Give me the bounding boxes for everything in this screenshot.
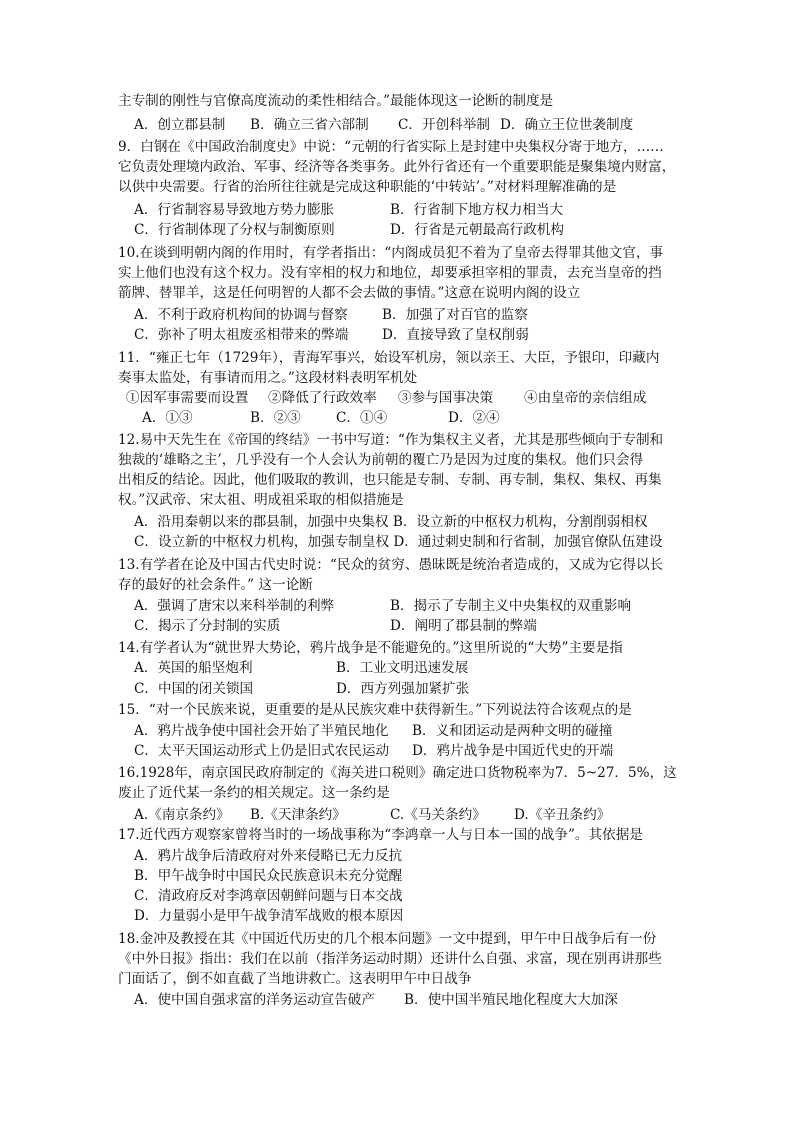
q12-stem-line-4: 权。”汉武帝、宋太祖、明成祖采取的相似措施是 (118, 492, 404, 508)
q11-option-d[interactable]: D．②④ (448, 410, 500, 426)
q16-stem-line-2: 废止了近代某一条约的相关规定。这一条约是 (118, 785, 390, 801)
q15-stem-line-1: 15．“对一个民族来说，更重要的是从民族灾难中获得新生。”下列说法符合该观点的是 (118, 702, 632, 718)
q11-item-4: ④由皇帝的亲信组成 (524, 390, 647, 406)
q10-stem-line-1: 10.在谈到明朝内阁的作用时，有学者指出：“内阁成员犯不着为了皇帝去得罪其他文官，事 (118, 245, 664, 261)
q16-option-c[interactable]: C.《马关条约》 (390, 807, 486, 823)
q16-stem-line-1: 16.1928年，南京国民政府制定的《海关进口税则》确定进口货物税率为7．5~27．5%，这 (118, 765, 677, 781)
q10-option-b[interactable]: B．加强了对百官的监察 (382, 307, 528, 323)
q11-option-c[interactable]: C．①④ (336, 410, 388, 426)
q18-option-a[interactable]: A．使中国自强求富的洋务运动宣告破产 (134, 992, 375, 1008)
q10-option-a[interactable]: A．不利于政府机构间的协调与督察 (134, 307, 348, 323)
q14-option-d[interactable]: D．西方列强加紧扩张 (336, 681, 470, 697)
q16-option-a[interactable]: A.《南京条约》 (134, 807, 230, 823)
q12-stem-line-1: 12.易中天先生在《帝国的终结》一书中写道：“作为集权主义者，尤其是那些倾向于专制和 (118, 432, 664, 448)
q10-stem-line-3: 箭牌、替罪羊，这是任何明智的人都不会去做的事情。”这意在说明内阁的设立 (118, 285, 581, 301)
q9-stem-line-2: 它负责处理境内政治、军事、经济等各类事务。此外行省还有一个重要职能是聚集境内财富， (118, 159, 676, 175)
q17-option-b[interactable]: B．甲午战争时中国民众民族意识未充分觉醒 (134, 868, 403, 884)
q12-options-line-cd[interactable]: C．设立新的中枢权力机构，加强专制皇权 D．通过刺史制和行省制，加强官僚队伍建设 (134, 534, 663, 550)
q13-stem-line-2: 存的最好的社会条件。” 这一论断 (118, 577, 313, 593)
q11-item-1: ①因军事需要而设置 (126, 390, 249, 406)
q10-option-d[interactable]: D．直接导致了皇权削弱 (382, 327, 529, 343)
q9-stem-line-1: 9．白钢在《中国政治制度史》中说：“元朝的行省实际上是封建中央集权分寄于地方，…… (118, 139, 664, 155)
q13-option-c[interactable]: C．揭示了分封制的实质 (134, 618, 281, 634)
q15-option-d[interactable]: D．鸦片战争是中国近代史的开端 (412, 743, 614, 759)
q13-option-b[interactable]: B．揭示了专制主义中央集权的双重影响 (390, 598, 632, 614)
q13-option-a[interactable]: A．强调了唐宋以来科举制的利弊 (134, 598, 335, 614)
q12-options-line-ab[interactable]: A．沿用秦朝以来的郡县制，加强中央集权 B．设立新的中枢权力机构，分割削弱相权 (134, 514, 648, 530)
q12-stem-line-2: 独裁的‘雄略之主’，几乎没有一个人会认为前朝的覆亡乃是因为过度的集权。他们只会得 (118, 452, 644, 468)
q8-option-b[interactable]: B．确立三省六部制 (250, 117, 369, 133)
q17-stem-line-1: 17.近代西方观察家曾将当时的一场战事称为“李鸿章一人与日本一国的战争”。其依据是 (118, 827, 643, 843)
q9-option-a[interactable]: A．行省制容易导致地方势力膨胀 (134, 202, 335, 218)
q8-option-d[interactable]: D．确立王位世袭制度 (500, 117, 634, 133)
q10-stem-line-2: 实上他们也没有这个权力。没有宰相的权力和地位，却要承担宰相的罪责，去充当皇帝的挡 (118, 265, 662, 281)
q18-option-b[interactable]: B．使中国半殖民地化程度大大加深 (404, 992, 618, 1008)
q11-stem-line-2: 奏事太监处，有事请而用之。”这段材料表明军机处 (118, 370, 418, 386)
q17-option-a[interactable]: A．鸦片战争后清政府对外来侵略已无力反抗 (134, 848, 403, 864)
q13-stem-line-1: 13.有学者在论及中国古代史时说：“民众的贫穷、愚昧既是统治者造成的，又成为它得以长 (118, 557, 664, 573)
q11-item-2: ②降低了行政效率 (268, 390, 377, 406)
q14-option-c[interactable]: C．中国的闭关锁国 (134, 681, 254, 697)
q10-option-c[interactable]: C．弥补了明太祖废丞相带来的弊端 (134, 327, 349, 343)
q9-stem-line-3: 以供中央需要。行省的治所往往就是完成这种职能的‘中转站’。”对材料理解准确的是 (118, 179, 617, 195)
q14-stem-line-1: 14.有学者认为“就世界大势论，鸦片战争是不能避免的。”这里所说的“大势”主要是指 (118, 640, 623, 656)
q17-option-d[interactable]: D．力量弱小是甲午战争清军战败的根本原因 (134, 908, 404, 924)
q16-option-d[interactable]: D.《辛丑条约》 (514, 807, 611, 823)
q8-stem-tail: 主专制的刚性与官僚高度流动的柔性相结合。”最能体现这一论断的制度是 (118, 93, 554, 109)
q8-option-a[interactable]: A．创立郡县制 (134, 117, 226, 133)
q11-stem-line-1: 11．“雍正七年（1729年），青海军事兴，始设军机房，领以亲王、大臣，予银印，印藏内 (118, 350, 660, 366)
q15-option-a[interactable]: A．鸦片战争使中国社会开始了半殖民地化 (134, 723, 389, 739)
q13-option-d[interactable]: D．阐明了郡县制的弊端 (390, 618, 537, 634)
q9-option-b[interactable]: B．行省制下地方权力相当大 (390, 202, 564, 218)
q17-option-c[interactable]: C．清政府反对李鸿章因朝鲜问题与日本交战 (134, 888, 403, 904)
q8-option-c[interactable]: C．开创科举制 (398, 117, 490, 133)
q12-stem-line-3: 出相反的结论。因此，他们吸取的教训，也只能是专制、专制、再专制，集权、集权、再集 (118, 472, 662, 488)
q18-stem-line-1: 18.金冲及教授在其《中国近代历史的几个根本问题》一文中提到，甲午中日战争后有一份 (118, 931, 657, 947)
q11-option-b[interactable]: B．②③ (250, 410, 301, 426)
q14-option-a[interactable]: A．英国的船坚炮利 (134, 660, 253, 676)
q18-stem-line-2: 《中外日报》指出：我们在以前（指洋务运动时期）还讲什么自强、求富，现在别再讲那些 (118, 951, 662, 967)
q9-option-d[interactable]: D．行省是元朝最高行政机构 (390, 222, 565, 238)
q9-option-c[interactable]: C．行省制体现了分权与制衡原则 (134, 222, 335, 238)
q14-option-b[interactable]: B．工业文明迅速发展 (336, 660, 469, 676)
q11-item-3: ③参与国事决策 (398, 390, 494, 406)
q15-option-c[interactable]: C．太平天国运动形式上仍是旧式农民运动 (134, 743, 390, 759)
q15-option-b[interactable]: B．义和团运动是两种文明的碰撞 (412, 723, 613, 739)
q16-option-b[interactable]: B.《天津条约》 (250, 807, 346, 823)
q18-stem-line-3: 门面话了，倒不如直截了当地讲救亡。这表明甲午中日战争 (118, 971, 472, 987)
q11-option-a[interactable]: A．①③ (142, 410, 193, 426)
